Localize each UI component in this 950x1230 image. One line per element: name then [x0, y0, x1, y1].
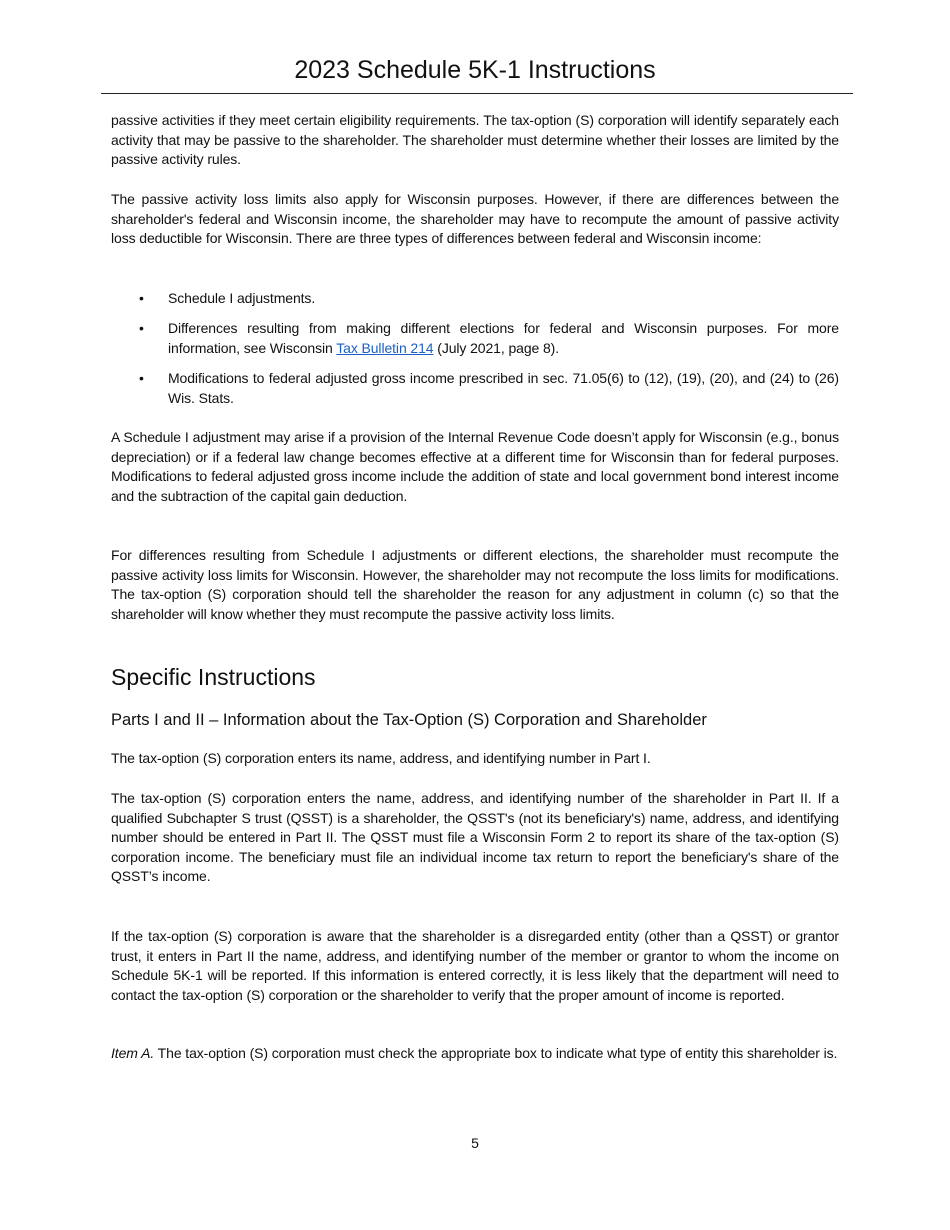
paragraph: The tax-option (S) corporation enters the name, address, and identifying number of the shareholder in Part II. If a qualified Subchapter S trust (QSST) is a shareholder, the QSST's (not its beneficiary's) name, address, and identifying number should be entered in Part II. The QSST must file a Wisconsin Form 2 to report its share of the tax-option (S) corporation income. The beneficiary must file an individual income tax return to report the beneficiary's share of the QSST’s income. [111, 790, 839, 884]
list-item-text: Schedule I adjustments. [168, 290, 316, 306]
paragraph: The tax-option (S) corporation enters its name, address, and identifying number in Part I. [111, 750, 651, 766]
item-label: Item A. [111, 1045, 155, 1061]
page-title: 2023 Schedule 5K-1 Instructions [294, 56, 656, 84]
paragraph [111, 1044, 839, 1064]
bullet-icon: • [139, 370, 144, 386]
bullet-icon: • [139, 320, 144, 336]
list-item-text: Modifications to federal adjusted gross income prescribed in sec. 71.05(6) to (12), (19), (20), and (24) to (26) Wis. Stats. [168, 370, 839, 406]
section-heading: Specific Instructions [111, 664, 316, 690]
paragraph: The passive activity loss limits also apply for Wisconsin purposes. However, if there are differences between the shareholder's federal and Wisconsin income, the shareholder may have to recompute the amount of passive activity loss deductible for Wisconsin. There are three types of differences between federal and Wisconsin income: [111, 191, 839, 246]
paragraph: For differences resulting from Schedule I adjustments or different elections, the shareholder must recompute the passive activity loss limits for Wisconsin. However, the shareholder may not recompute the loss limits for modifications. The tax-option (S) corporation should tell the shareholder the reason for any adjustment in column (c) so that the shareholder will know whether they must recompute the passive activity loss limits. [111, 547, 839, 622]
list-item [111, 369, 839, 408]
tax-bulletin-214-link[interactable]: Tax Bulletin 214 [336, 339, 434, 356]
header-divider [101, 93, 853, 94]
subsection-heading: Parts I and II – Information about the Tax-Option (S) Corporation and Shareholder [111, 711, 707, 729]
page-number: 5 [471, 1135, 479, 1151]
list-item [111, 289, 839, 309]
paragraph: A Schedule I adjustment may arise if a provision of the Internal Revenue Code doesn’t apply for Wisconsin (e.g., bonus depreciation) or if a federal law change becomes effective at a different time for Wisconsin than for federal purposes. Modifications to federal adjusted gross income include the addition of state and local government bond interest income and the subtraction of the capital gain deduction. [111, 429, 839, 504]
paragraph: If the tax-option (S) corporation is aware that the shareholder is a disregarded entity (other than a QSST) or grantor trust, it enters in Part II the name, address, and identifying number of the member or grantor to whom the income on Schedule 5K-1 will be reported. If this information is entered correctly, it is less likely that the department will need to contact the tax-option (S) corporation or the shareholder to verify that the proper amount of income is reported. [111, 928, 839, 1003]
bullet-icon: • [139, 290, 144, 306]
list-item-text-pre: Differences resulting from making different elections for federal and Wisconsin purposes. For more information, see Wisconsin [168, 320, 839, 356]
list-item [111, 319, 839, 358]
list-item-text [168, 319, 839, 358]
list-item-text-post: (July 2021, page 8). [433, 339, 560, 356]
paragraph: passive activities if they meet certain eligibility requirements. The tax-option (S) corporation will identify separately each activity that may be passive to the shareholder. The shareholder must determine whether their losses are limited by the passive activity rules. [111, 112, 839, 167]
paragraph-text: The tax-option (S) corporation must check the appropriate box to indicate what type of entity this shareholder is. [154, 1045, 838, 1061]
